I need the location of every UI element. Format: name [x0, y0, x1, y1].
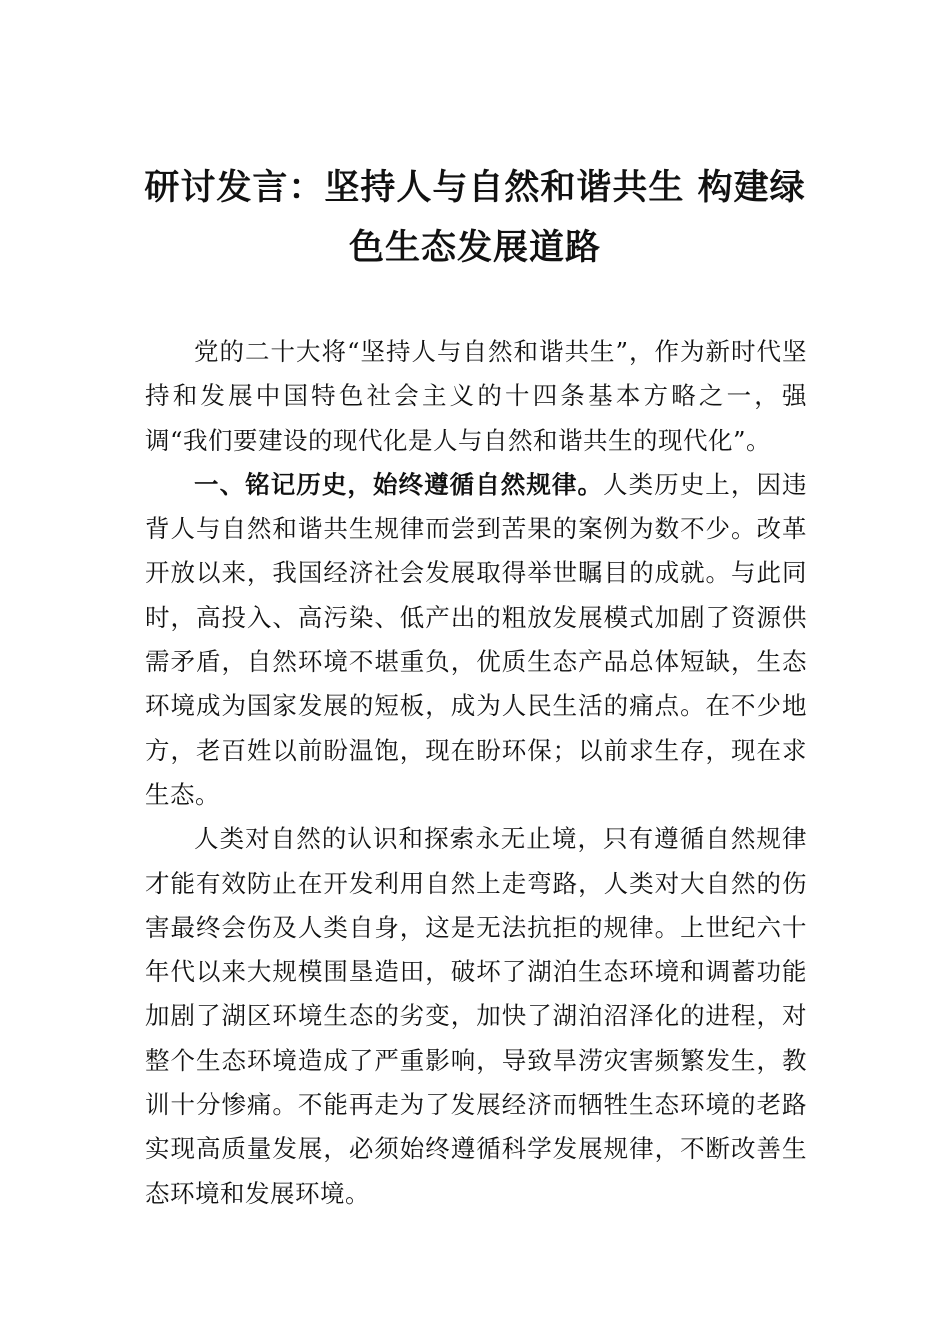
document-title	[130, 158, 820, 278]
paragraph-3-text: 人类对自然的认识和探索永无止境，只有遵循自然规律才能有效防止在开发利用自然上走弯路，人类对大自然的伤害最终会伤及人类自身，这是无法抗拒的规律。上世纪六十年代以来大规模围垦造田，破坏了湖泊生态环境和调蓄功能加剧了湖区环境生态的劣变，加快了湖泊沼泽化的进程，对整个生态环境造成了严重影响，导致旱涝灾害频繁发生，教训十分惨痛。不能再走为了发展经济而牺牲生态环境的老路实现高质量发展，必须始终遵循科学发展规律，不断改善生态环境和发展环境。	[145, 824, 807, 1208]
document-body	[145, 330, 807, 1216]
section-heading-1: 一、铭记历史，始终遵循自然规律。	[194, 469, 604, 499]
paragraph-2-text: 人类历史上，因违背人与自然和谐共生规律而尝到苦果的案例为数不少。改革开放以来，我国经济社会发展取得举世瞩目的成就。与此同时，高投入、高污染、低产出的粗放发展模式加剧了资源供需矛盾，自然环境不堪重负，优质生态产品总体短缺，生态环境成为国家发展的短板，成为人民生活的痛点。在不少地方，老百姓以前盼温饱，现在盼环保；以前求生存，现在求生态。	[145, 469, 808, 809]
paragraph-1	[145, 330, 807, 463]
paragraph-3	[145, 817, 807, 1216]
paragraph-1-text: 党的二十大将“坚持人与自然和谐共生”，作为新时代坚持和发展中国特色社会主义的十四条基本方略之一，强调“我们要建设的现代化是人与自然和谐共生的现代化”。	[145, 337, 807, 455]
title-line-1: 研讨发言：坚持人与自然和谐共生 构建绿	[144, 167, 806, 208]
title-line-2: 色生态发展道路	[348, 227, 601, 268]
paragraph-2	[145, 463, 807, 817]
